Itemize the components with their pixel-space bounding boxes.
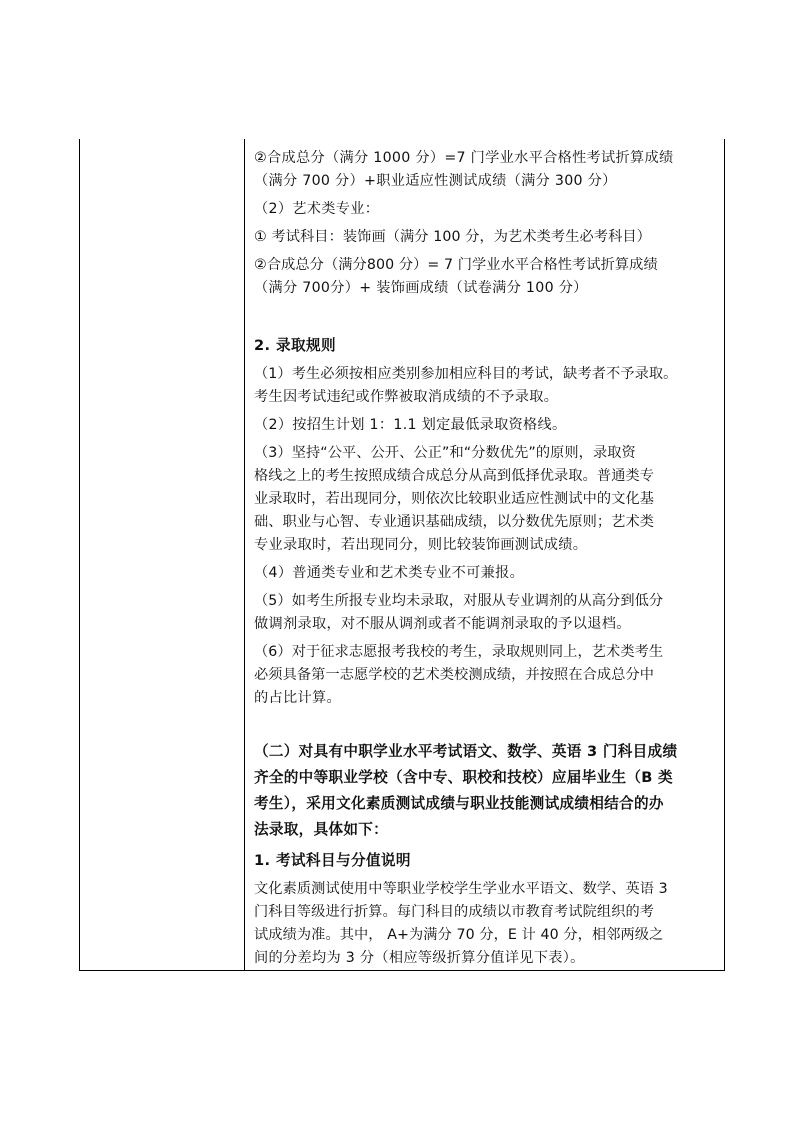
subject-heading bbox=[254, 848, 716, 873]
left-empty-cell bbox=[80, 139, 243, 970]
spacer bbox=[254, 715, 716, 739]
section-heading: 2. 录取规则 bbox=[254, 337, 336, 354]
text-line: （4）普通类专业和艺术类专业不可兼报。 bbox=[254, 565, 525, 581]
content-cell bbox=[254, 147, 716, 975]
text-line: （2）按招生计划 1：1.1 划定最低录取资格线。 bbox=[254, 417, 567, 433]
text-line: 做调剂录取，对不服从调剂或者不能调剂录取的予以退档。 bbox=[254, 616, 631, 632]
text-line: （满分 700 分）+职业适应性测试成绩（满分 300 分） bbox=[254, 173, 617, 189]
text-line: 试成绩为准。其中， A+为满分 70 分，E 计 40 分，相邻两级之 bbox=[254, 927, 664, 943]
text-line: 专业录取时，若出现同分，则比较装饰画测试成绩。 bbox=[254, 537, 588, 553]
rule-1 bbox=[254, 363, 716, 409]
text-line: （6）对于征求志愿报考我校的考生，录取规则同上，艺术类考生 bbox=[254, 644, 664, 660]
text-line: 必须具备第一志愿学校的艺术类校测成绩，并按照在合成总分中 bbox=[254, 667, 655, 683]
text-line: （5）如考生所报专业均未录取，对服从专业调剂的从高分到低分 bbox=[254, 593, 664, 609]
column-divider bbox=[244, 139, 245, 971]
text-line: 门科目等级进行折算。每门科目的成绩以市教育考试院组织的考 bbox=[254, 904, 655, 920]
text-line: （3）坚持“公平、公开、公正”和“分数优先”的原则，录取资 bbox=[254, 445, 636, 461]
text-line: ① 考试科目：装饰画（满分 100 分，为艺术类考生必考科目） bbox=[254, 229, 651, 245]
rule-5 bbox=[254, 590, 716, 636]
text-line: 格线之上的考生按照成绩合成总分从高到低择优录取。普通类专 bbox=[254, 468, 655, 484]
text-line: 础、职业与心智、专业通识基础成绩，以分数优先原则；艺术类 bbox=[254, 514, 655, 530]
rule-3 bbox=[254, 442, 716, 557]
text-line: 考生因考试违纪或作弊被取消成绩的不予录取。 bbox=[254, 389, 559, 405]
art-item-1 bbox=[254, 226, 716, 249]
section-b-intro bbox=[254, 739, 716, 843]
text-line: （1）考生必须按相应类别参加相应科目的考试，缺考者不予录取。 bbox=[254, 366, 678, 382]
text-line: 齐全的中等职业学校（含中专、职校和技校）应届毕业生（B 类 bbox=[254, 769, 673, 786]
score-item-2 bbox=[254, 147, 716, 193]
rule-4 bbox=[254, 562, 716, 585]
text-line: 文化素质测试使用中等职业学校学生学业水平语文、数学、英语 3 bbox=[254, 881, 668, 897]
rule-6 bbox=[254, 641, 716, 710]
spacer bbox=[254, 305, 716, 333]
text-line: 间的分差均为 3 分（相应等级折算分值详见下表）。 bbox=[254, 950, 585, 966]
text-line: 业录取时，若出现同分，则依次比较职业适应性测试中的文化基 bbox=[254, 491, 655, 507]
text-line: （2）艺术类专业： bbox=[254, 201, 380, 217]
text-line: 的占比计算。 bbox=[254, 690, 341, 706]
text-line: ②合成总分（满分 1000 分）=7 门学业水平合格性考试折算成绩 bbox=[254, 150, 674, 166]
subject-description bbox=[254, 878, 716, 970]
text-line: 法录取，具体如下： bbox=[254, 821, 389, 838]
art-item-2 bbox=[254, 254, 716, 300]
text-line: （二）对具有中职学业水平考试语文、数学、英语 3 门科目成绩 bbox=[254, 743, 678, 760]
text-line: 考生），采用文化素质测试成绩与职业技能测试成绩相结合的办 bbox=[254, 795, 664, 812]
text-line: ②合成总分（满分800 分）= 7 门学业水平合格性考试折算成绩 bbox=[254, 257, 658, 273]
art-major-heading bbox=[254, 198, 716, 221]
section-heading: 1. 考试科目与分值说明 bbox=[254, 852, 411, 869]
text-line: （满分 700分）+ 装饰画成绩（试卷满分 100 分） bbox=[254, 280, 588, 296]
admission-rules-heading bbox=[254, 333, 716, 358]
rule-2 bbox=[254, 414, 716, 437]
